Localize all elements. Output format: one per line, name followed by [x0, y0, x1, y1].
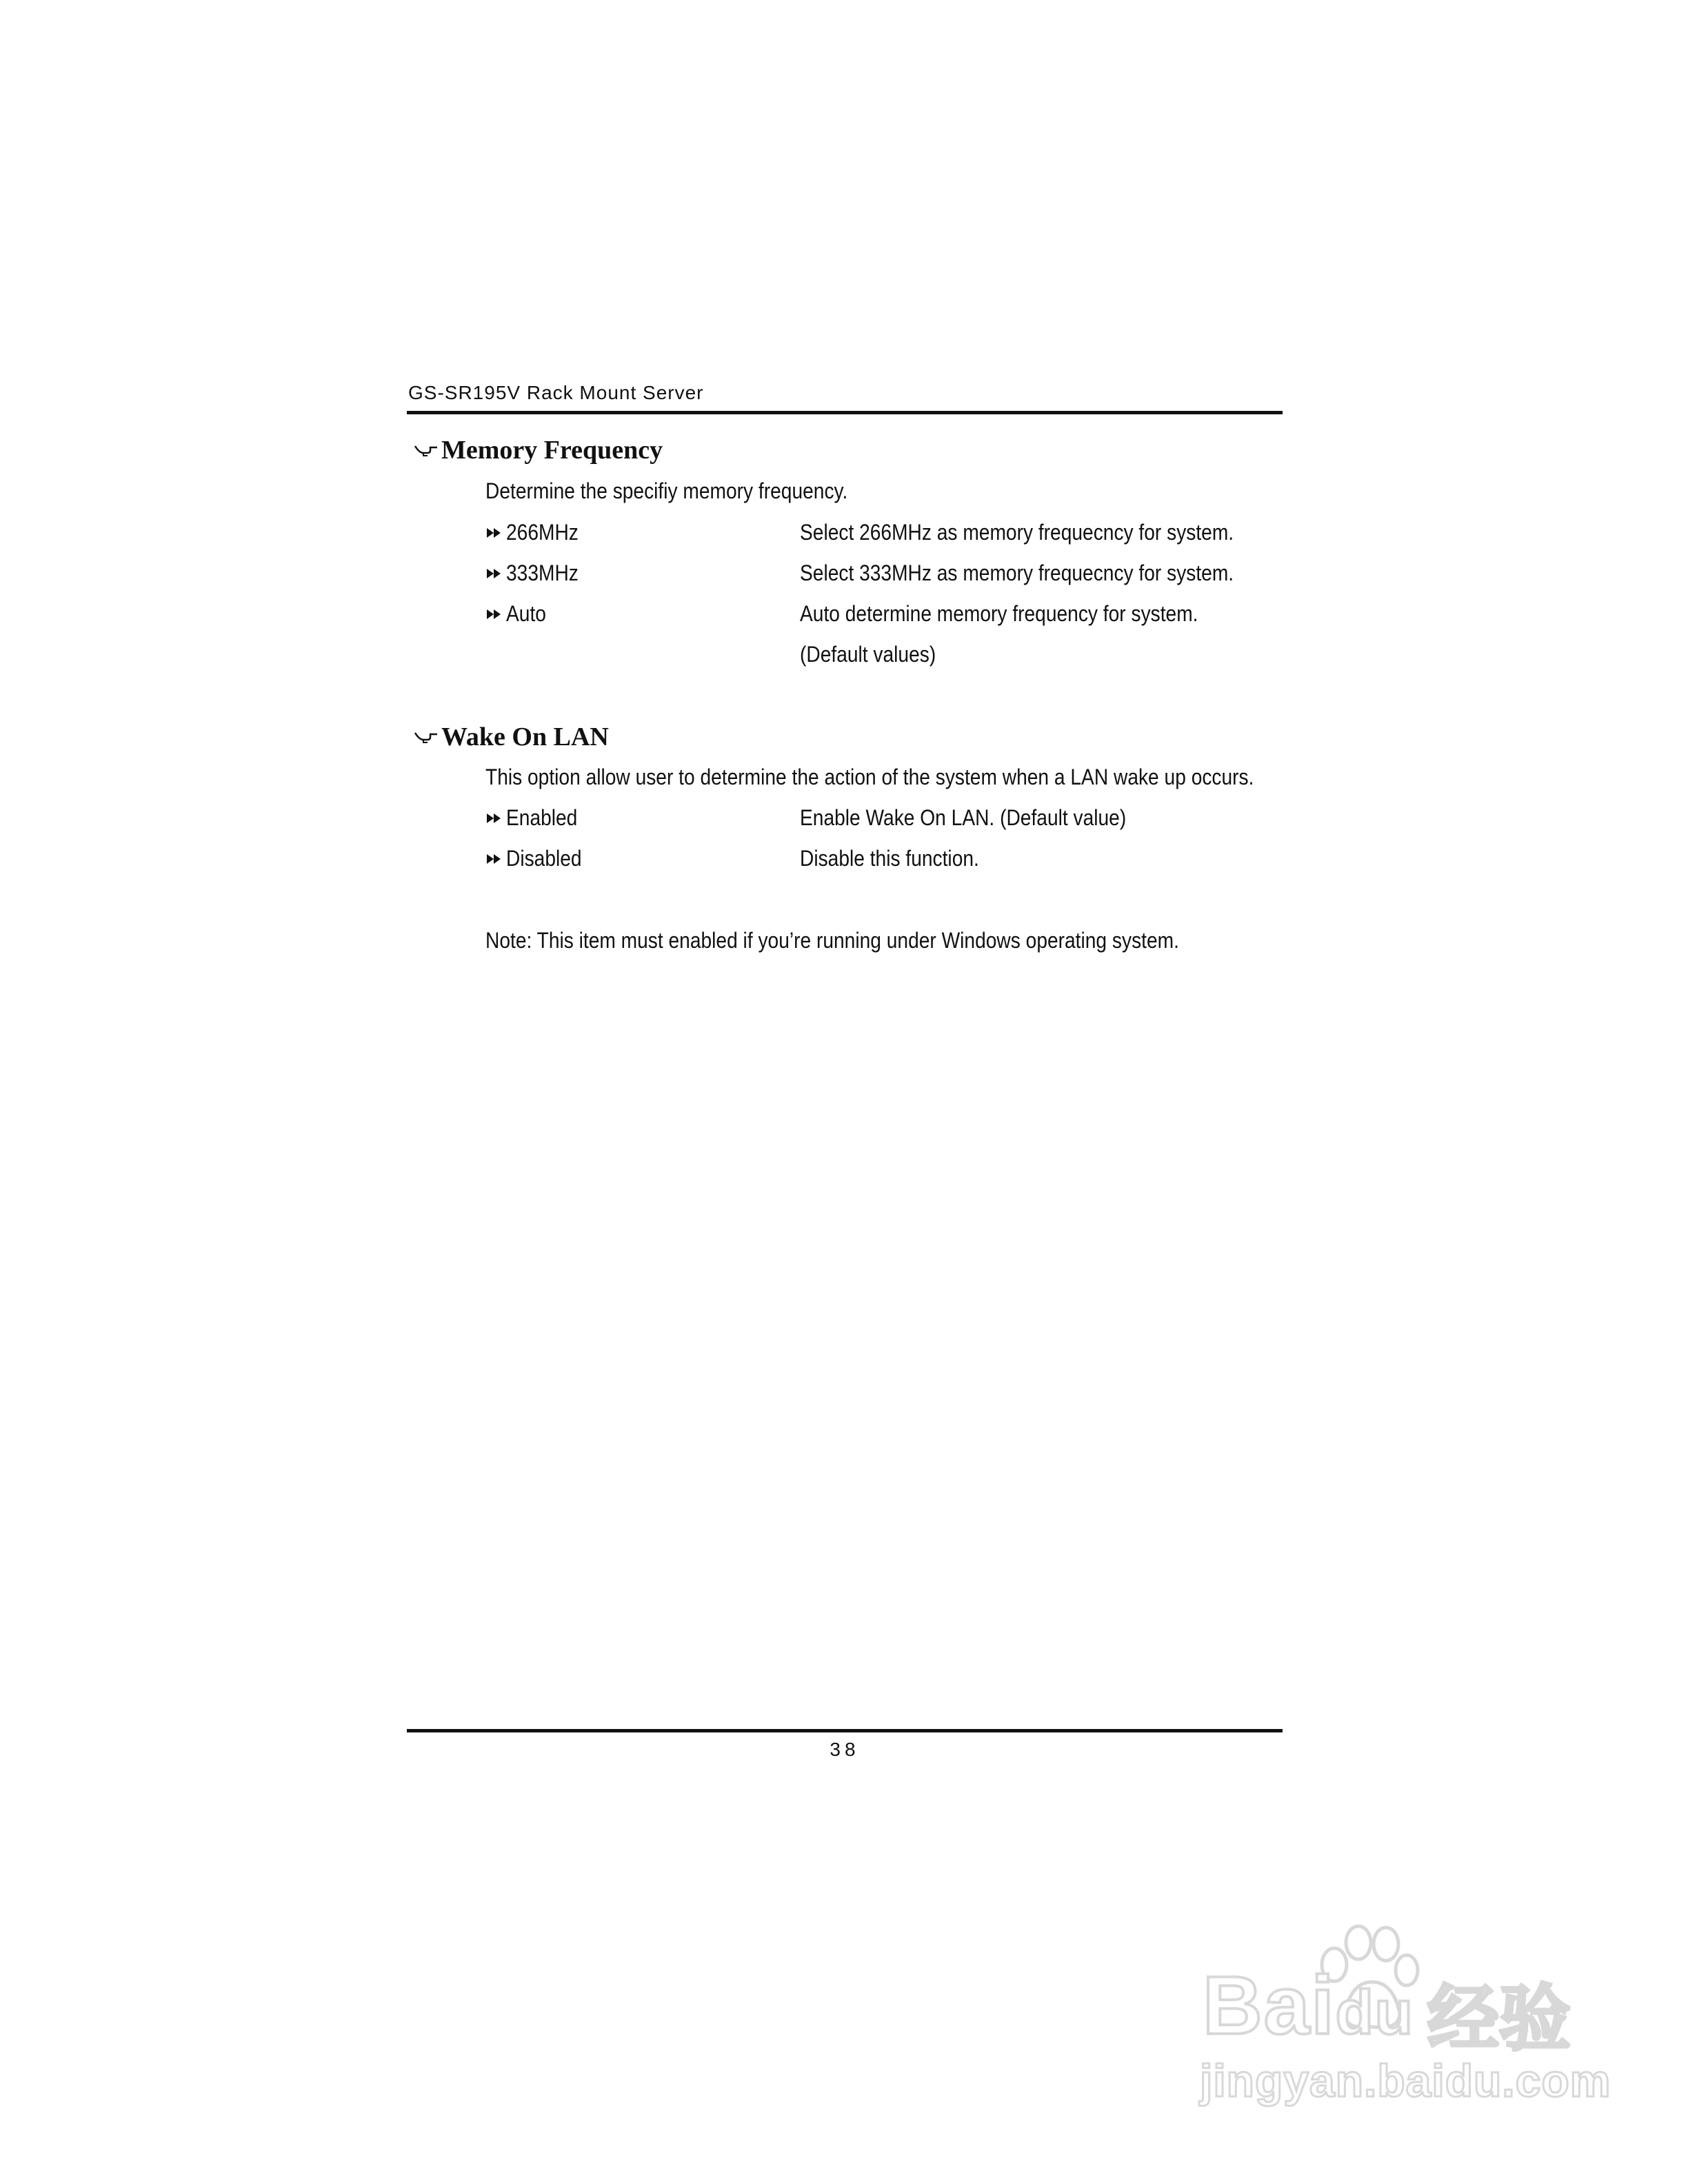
option-auto [485, 601, 552, 627]
double-arrow-icon [485, 567, 503, 580]
document-title: GS-SR195V Rack Mount Server [408, 382, 704, 403]
option-label: 333MHz [506, 560, 579, 585]
option-description: Disable this function. [800, 846, 979, 871]
option-enabled [485, 805, 587, 831]
double-arrow-icon [485, 812, 503, 825]
section-title-text: Wake On LAN [441, 722, 609, 751]
double-arrow-icon [485, 853, 503, 865]
pointing-hand-icon [414, 442, 439, 458]
watermark-cn-text: 经验 [1427, 1976, 1571, 2061]
option-label: Auto [506, 601, 546, 626]
option-333mhz [485, 560, 588, 586]
watermark-brand: Baidu [1203, 1959, 1414, 2052]
section-title-memory-frequency [414, 433, 663, 467]
option-default-note: (Default values) [800, 642, 936, 667]
option-description: Auto determine memory frequency for system. [800, 601, 1198, 626]
option-label: Disabled [506, 846, 582, 871]
double-arrow-icon [485, 527, 503, 539]
option-description: Enable Wake On LAN. (Default value) [800, 805, 1127, 830]
option-description: Select 266MHz as memory frequecncy for system. [800, 520, 1234, 545]
double-arrow-icon [485, 608, 503, 620]
page-number: 38 [830, 1739, 860, 1760]
option-description: Select 333MHz as memory frequecncy for system. [800, 560, 1234, 585]
option-disabled [485, 846, 592, 871]
option-266mhz [485, 520, 588, 545]
section-description: Determine the specifiy memory frequency. [485, 478, 848, 503]
section-title-wake-on-lan [414, 720, 609, 754]
watermark-url: jingyan.baidu.com [1200, 2055, 1611, 2106]
baidu-jingyan-watermark [1193, 1917, 1611, 2137]
section-title-text: Memory Frequency [441, 436, 663, 465]
section-note: Note: This item must enabled if you’re running under Windows operating system. [485, 928, 1179, 953]
pointing-hand-icon [414, 729, 439, 745]
page-header [407, 378, 1283, 414]
footer-rule [407, 1729, 1283, 1732]
option-label: Enabled [506, 805, 578, 830]
section-description: This option allow user to determine the action of the system when a LAN wake up occurs. [485, 765, 1254, 789]
option-label: 266MHz [506, 520, 579, 545]
